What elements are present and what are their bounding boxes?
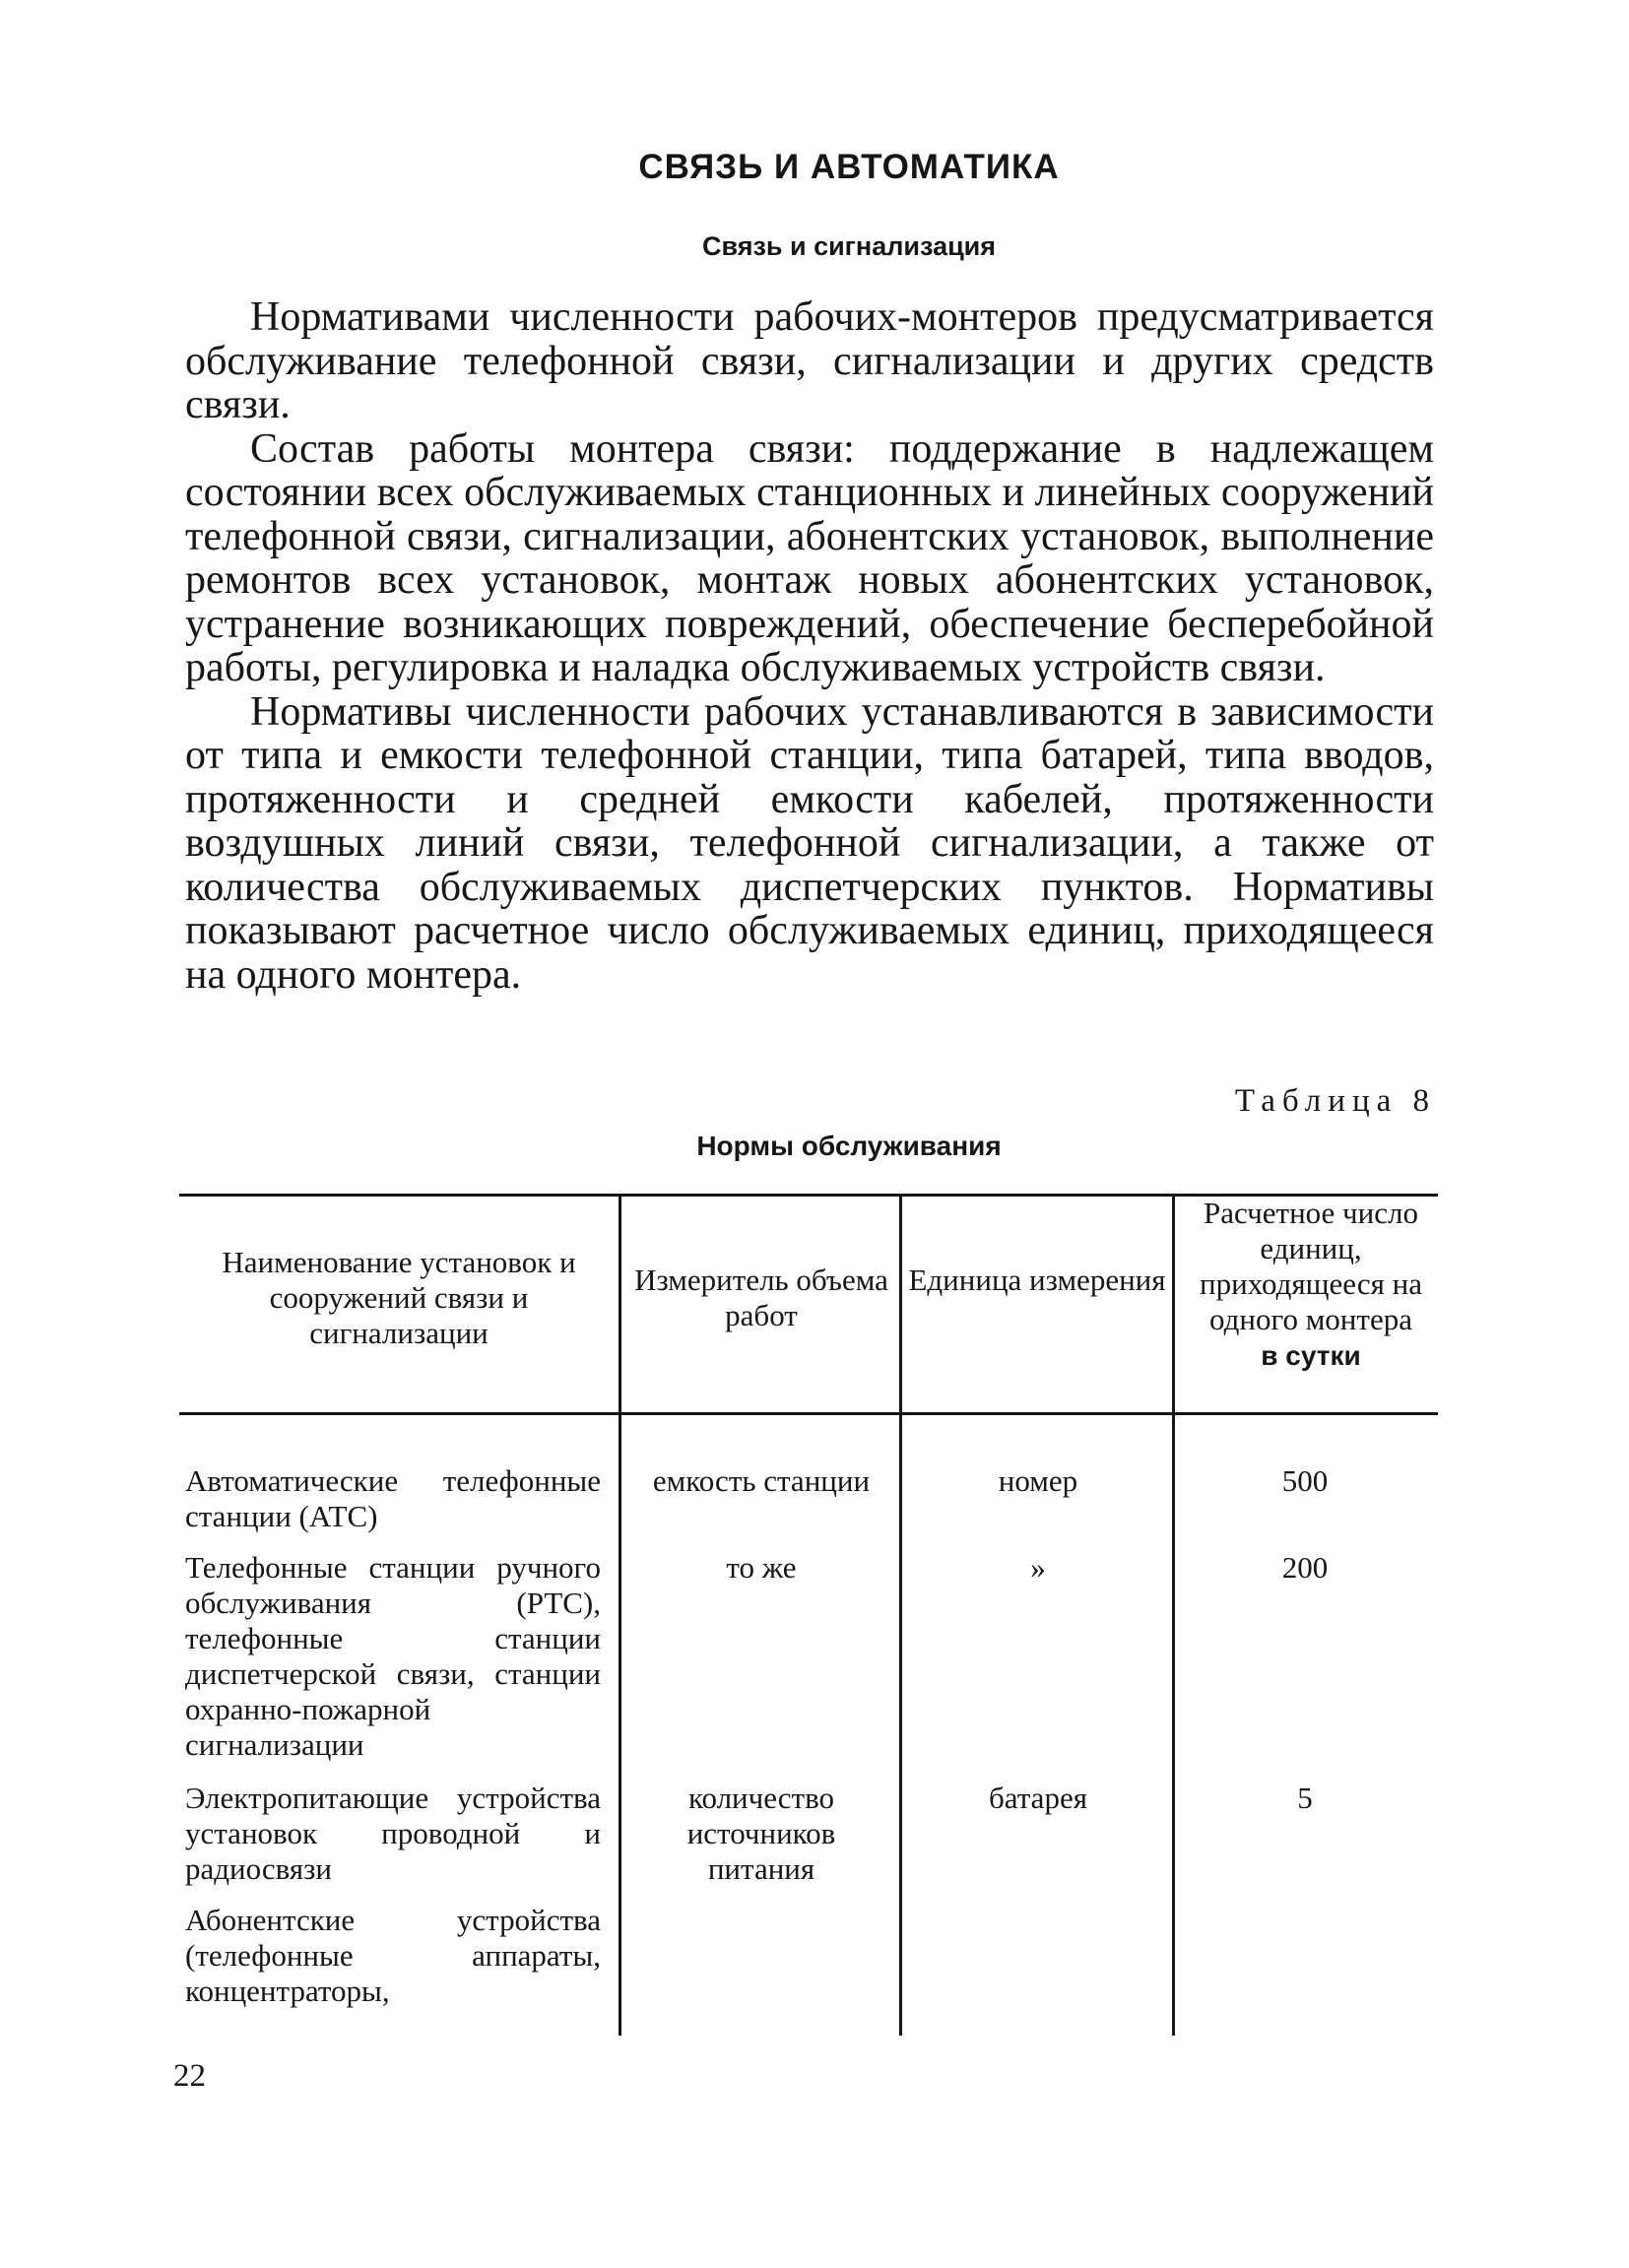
- row-measure: емкость станции: [652, 1463, 871, 1498]
- row-unit: »: [1030, 1550, 1046, 1585]
- row-value: 200: [1281, 1550, 1329, 1585]
- row-value: 5: [1297, 1781, 1313, 1815]
- section-subtitle: Связь и сигнализация: [701, 231, 997, 261]
- paragraph: Нормативы численности рабочих устанавливаются в зависимости от типа и емкости телефонной станции, типа батарей, типа вводов, протяженности и средней емкости кабелей, протяженности воздушных линий связи, телефонной сигнализации, а также от количества обслуживаемых диспетчерских пунктов. Нормативы показывают расчетное число обслуживаемых единиц, приходящееся на одного монтера.: [185, 688, 1434, 998]
- row-name: Телефонные станции ручного обслуживания (РТС), телефонные станции диспетчерской связи, станции охранно-пожарной сигнализации: [185, 1550, 601, 1762]
- column-divider: [1172, 1194, 1175, 2036]
- header-per-day: в сутки: [1261, 1340, 1361, 1371]
- row-measure: то же: [726, 1550, 797, 1585]
- table-label: Таблица 8: [1234, 1083, 1436, 1119]
- column-divider: [619, 1194, 621, 2036]
- table-header-rule: [179, 1412, 1438, 1415]
- paragraph: Состав работы монтера связи: поддержание в надлежащем состоянии всех обслуживаемых станционных и линейных сооружений телефонной связи, сигнализации, абонентских установок, выполнение ремонтов всех установок, монтаж новых абонентских установок, устранение возникающих повреждений, обеспечение бесперебойной работы, регулировка и наладка обслуживаемых устройств связи.: [185, 425, 1434, 690]
- paragraph: Нормативами численности рабочих-монтеров предусматривается обслуживание телефонной связи, сигнализации и других средств связи.: [185, 294, 1434, 427]
- header-work-measure: Измеритель объема работ: [634, 1263, 888, 1332]
- header-installation-name: Наименование установок и сооружений связи и сигнализации: [222, 1245, 576, 1350]
- header-units-per-worker: [1182, 1196, 1440, 1374]
- table-title: Нормы обслуживания: [696, 1131, 1002, 1161]
- row-name: Электропитающие устройства установок проводной и радиосвязи: [185, 1781, 601, 1886]
- row-unit: батарея: [989, 1781, 1087, 1815]
- section-title: СВЯЗЬ И АВТОМАТИКА: [638, 148, 1060, 186]
- page-number: 22: [173, 2058, 206, 2094]
- row-value: 500: [1281, 1463, 1329, 1498]
- row-name: Абонентские устройства (телефонные аппараты, концентраторы,: [185, 1903, 601, 2008]
- header-units-per-worker-text: Расчетное число единиц, приходящееся на одного монтера: [1200, 1196, 1422, 1336]
- header-unit: Единица измерения: [908, 1263, 1166, 1297]
- row-unit: номер: [998, 1463, 1078, 1498]
- row-name: Автоматические телефонные станции (АТС): [185, 1463, 601, 1533]
- row-measure: количество источников питания: [686, 1781, 836, 1886]
- column-divider: [899, 1194, 902, 2036]
